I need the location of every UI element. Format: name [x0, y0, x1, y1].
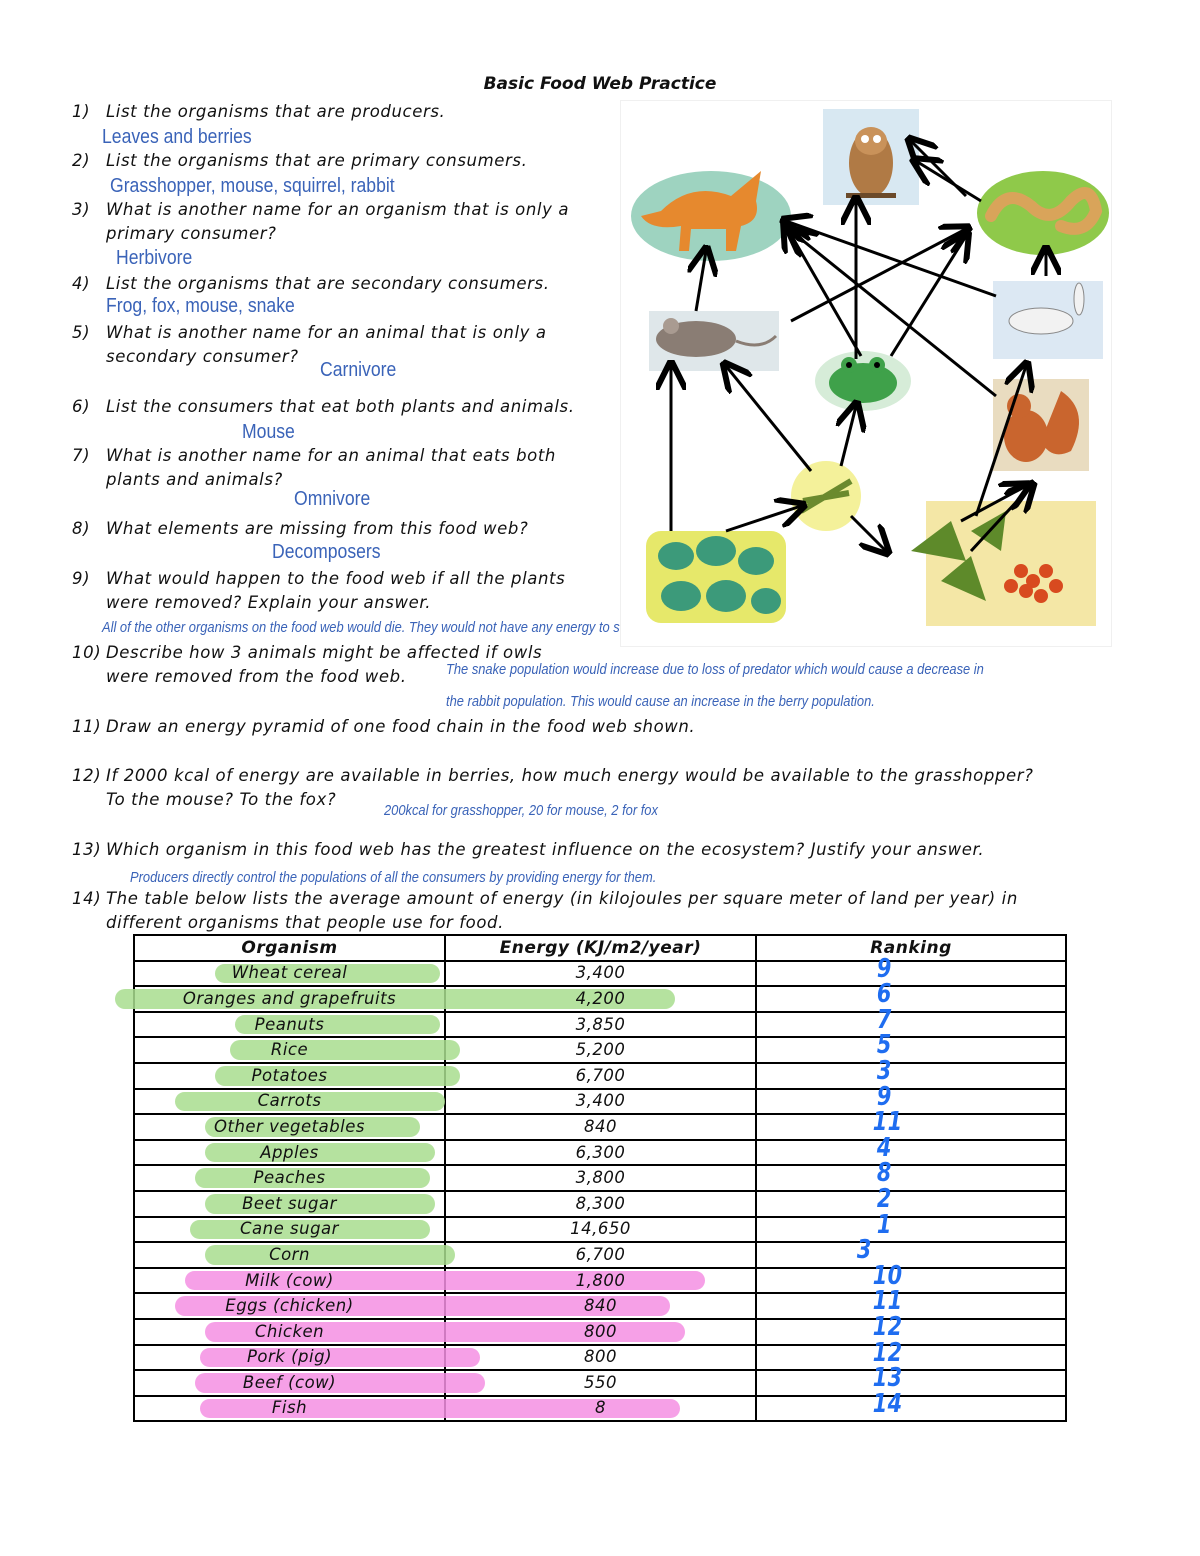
- ranking-value: 6: [876, 979, 892, 1010]
- ranking-value: 14: [872, 1388, 903, 1419]
- energy-cell: [445, 1012, 756, 1038]
- answer-3: Herbivore: [116, 247, 193, 269]
- organism-name: Rice: [270, 1040, 309, 1060]
- organism-name: Fish: [271, 1398, 308, 1418]
- organism-cell: [134, 1165, 445, 1191]
- ranking-cell: [756, 1004, 1066, 1038]
- table-header-row: [134, 935, 1066, 961]
- ranking-value: 1: [876, 1209, 892, 1240]
- organism-cell: [134, 1268, 445, 1294]
- energy-value: 6,300: [575, 1142, 626, 1162]
- energy-value: 3,800: [575, 1168, 626, 1188]
- ranking-cell: [756, 1132, 1066, 1166]
- organism-name: Beef (cow): [242, 1372, 337, 1392]
- organism-name: Beet sugar: [242, 1193, 337, 1213]
- header-organism: Organism: [134, 935, 445, 961]
- ranking-value: 12: [872, 1311, 903, 1342]
- question-7: 7) What is another name for an animal that eats both plants and animals?: [72, 446, 556, 489]
- ranking-value: 10: [872, 1260, 903, 1291]
- answer-9: All of the other organisms on the food web would die. They would not have any energy to survive.: [102, 619, 658, 636]
- ranking-cell: [756, 1030, 1066, 1063]
- ranking-cell: [756, 1363, 1066, 1396]
- organism-cell: [134, 1063, 445, 1089]
- energy-value: 6,700: [575, 1065, 626, 1085]
- energy-cell: [445, 1370, 756, 1396]
- energy-table: [133, 934, 1067, 1422]
- energy-cell: [445, 1217, 756, 1243]
- highlight-mark: [200, 1348, 480, 1368]
- organism-name: Carrots: [257, 1091, 322, 1111]
- ranking-value: 11: [872, 1107, 903, 1138]
- organism-cell: [134, 1037, 445, 1063]
- ranking-cell: [756, 1081, 1066, 1115]
- question-5: 5) What is another name for an animal that is only a secondary consumer?: [72, 323, 547, 366]
- table-row: [134, 1242, 1066, 1268]
- answer-6: Mouse: [242, 421, 295, 443]
- question-12: 12) If 2000 kcal of energy are available in berries, how much energy would be available to the grasshopper? To the mouse? To the fox?: [72, 766, 1034, 809]
- ranking-value: 13: [872, 1363, 903, 1394]
- table-row: [134, 1165, 1066, 1191]
- energy-value: 3,400: [575, 963, 626, 983]
- ranking-cell: [756, 1055, 1066, 1089]
- organism-name: Chicken: [254, 1321, 325, 1341]
- frog-icon: [815, 351, 911, 411]
- energy-value: 5,200: [575, 1040, 626, 1060]
- ranking-value: 8: [876, 1158, 892, 1189]
- header-ranking: Ranking: [756, 935, 1066, 961]
- header-energy: Energy (KJ/m2/year): [445, 935, 756, 961]
- energy-cell: [445, 961, 756, 987]
- grasshopper-icon: [791, 461, 861, 531]
- organism-name: Cane sugar: [240, 1219, 339, 1239]
- answer-10-line-1: The snake population would increase due to loss of predator which would cause a decrease in: [446, 661, 984, 678]
- ranking-cell: [756, 953, 1066, 987]
- table-row: [134, 1114, 1066, 1140]
- ranking-value: 2: [876, 1183, 892, 1214]
- table-row: [134, 1396, 1066, 1422]
- highlight-mark: [230, 1040, 460, 1060]
- ranking-value: 9: [876, 1081, 892, 1112]
- question-6: 6) List the consumers that eat both plants and animals.: [72, 397, 575, 416]
- ranking-value: 3: [876, 1055, 892, 1086]
- table-row: [134, 1089, 1066, 1115]
- energy-value: 1,800: [575, 1270, 626, 1290]
- energy-cell: [445, 1345, 756, 1371]
- answer-5: Carnivore: [320, 359, 397, 381]
- organism-name: Pork (pig): [246, 1347, 333, 1367]
- answer-2: Grasshopper, mouse, squirrel, rabbit: [110, 175, 395, 197]
- question-8: 8) What elements are missing from this food web?: [72, 519, 529, 538]
- ranking-value: 9: [876, 953, 892, 984]
- ranking-value: 11: [872, 1286, 903, 1317]
- table-row: [134, 986, 1066, 1012]
- energy-value: 840: [584, 1116, 617, 1136]
- fox-icon: [631, 171, 791, 261]
- organism-cell: [134, 1396, 445, 1422]
- energy-cell: [445, 1165, 756, 1191]
- table-row: [134, 1217, 1066, 1243]
- answer-7: Omnivore: [294, 488, 371, 510]
- organism-name: Eggs (chicken): [225, 1296, 354, 1316]
- question-1: 1) List the organisms that are producers.: [72, 102, 446, 121]
- energy-value: 3,850: [575, 1014, 626, 1034]
- owl-icon: [823, 109, 919, 205]
- energy-value: 550: [584, 1372, 617, 1392]
- energy-cell: [445, 1037, 756, 1063]
- answer-1: Leaves and berries: [102, 126, 252, 148]
- energy-cell: [445, 1089, 756, 1115]
- ranking-cell: [756, 1286, 1066, 1319]
- energy-cell: [445, 1242, 756, 1268]
- organism-cell: [134, 961, 445, 987]
- table-row: [134, 1370, 1066, 1396]
- answer-12: 200kcal for grasshopper, 20 for mouse, 2 for fox: [384, 802, 658, 819]
- table-row: [134, 1140, 1066, 1166]
- highlight-mark: [205, 1245, 455, 1265]
- highlight-mark: [195, 1373, 485, 1393]
- rabbit-icon: [993, 281, 1103, 359]
- question-11: 11) Draw an energy pyramid of one food chain in the food web shown.: [72, 717, 696, 736]
- ranking-value: 12: [872, 1337, 903, 1368]
- answer-8: Decomposers: [272, 541, 381, 563]
- organism-cell: [134, 1242, 445, 1268]
- answer-10-line-2: the rabbit population. This would cause an increase in the berry population.: [446, 693, 875, 710]
- organism-name: Apples: [260, 1142, 319, 1162]
- ranking-cell: [756, 1235, 1066, 1268]
- energy-value: 800: [584, 1347, 617, 1367]
- ranking-cell: [756, 1158, 1066, 1191]
- organism-name: Potatoes: [251, 1065, 328, 1085]
- organism-name: Other vegetables: [213, 1116, 366, 1136]
- table-row: [134, 1191, 1066, 1217]
- table-row: [134, 1293, 1066, 1319]
- energy-cell: [445, 1063, 756, 1089]
- question-4: 4) List the organisms that are secondary consumers.: [72, 274, 550, 293]
- energy-value: 14,650: [570, 1219, 631, 1239]
- table-row: [134, 1037, 1066, 1063]
- organism-cell: [134, 1293, 445, 1319]
- ranking-cell: [756, 1388, 1066, 1422]
- energy-cell: [445, 1191, 756, 1217]
- ranking-cell: [756, 1183, 1066, 1217]
- energy-value: 8: [595, 1398, 606, 1418]
- table-row: [134, 1063, 1066, 1089]
- organism-cell: [134, 1319, 445, 1345]
- question-14: 14) The table below lists the average amount of energy (in kilojoules per square meter of land per year) in different organisms that people use for food.: [72, 889, 1018, 932]
- question-10: 10) Describe how 3 animals might be affected if owls were removed from the food web.: [72, 643, 543, 686]
- ranking-cell: [756, 1337, 1066, 1371]
- ranking-value: 5: [876, 1030, 892, 1061]
- answer-13: Producers directly control the populations of all the consumers by providing energy for them.: [130, 869, 657, 886]
- berries-icon: [911, 501, 1096, 626]
- ranking-cell: [756, 979, 1066, 1012]
- ranking-cell: [756, 1209, 1066, 1243]
- ranking-cell: [756, 1311, 1066, 1345]
- question-13: 13) Which organism in this food web has the greatest influence on the ecosystem? Justify your answer.: [72, 840, 985, 859]
- organism-name: Peanuts: [254, 1014, 325, 1034]
- organism-cell: [134, 1114, 445, 1140]
- answer-4: Frog, fox, mouse, snake: [106, 295, 295, 317]
- organism-cell: [134, 1140, 445, 1166]
- mouse-icon: [649, 311, 779, 371]
- snake-icon: [977, 171, 1109, 255]
- question-2: 2) List the organisms that are primary consumers.: [72, 151, 528, 170]
- ranking-cell: [756, 1107, 1066, 1140]
- energy-value: 3,400: [575, 1091, 626, 1111]
- table-row: [134, 1345, 1066, 1371]
- energy-value: 800: [584, 1321, 617, 1341]
- ranking-value: 3: [856, 1235, 872, 1266]
- leaves-icon: [646, 531, 786, 623]
- table-row: [134, 1268, 1066, 1294]
- organism-cell: [134, 1370, 445, 1396]
- energy-value: 4,200: [575, 988, 626, 1008]
- food-web-diagram: [620, 100, 1112, 647]
- organism-cell: [134, 1217, 445, 1243]
- ranking-value: 4: [876, 1132, 892, 1163]
- energy-value: 6,700: [575, 1244, 626, 1264]
- organism-cell: [134, 1345, 445, 1371]
- table-row: [134, 961, 1066, 987]
- energy-cell: [445, 1114, 756, 1140]
- organism-name: Wheat cereal: [231, 963, 348, 983]
- organism-name: Peaches: [253, 1168, 326, 1188]
- energy-value: 840: [584, 1296, 617, 1316]
- table-row: [134, 1012, 1066, 1038]
- organism-cell: [134, 1191, 445, 1217]
- organism-name: Oranges and grapefruits: [182, 988, 397, 1008]
- ranking-cell: [756, 1260, 1066, 1294]
- organism-cell: [134, 1012, 445, 1038]
- question-3: 3) What is another name for an organism that is only a primary consumer?: [72, 200, 570, 243]
- organism-name: Corn: [269, 1244, 310, 1264]
- ranking-value: 7: [876, 1004, 892, 1035]
- organism-name: Milk (cow): [245, 1270, 334, 1290]
- organism-cell: [134, 986, 445, 1012]
- table-row: [134, 1319, 1066, 1345]
- page-title: Basic Food Web Practice: [483, 74, 717, 94]
- energy-cell: [445, 1140, 756, 1166]
- question-9: 9) What would happen to the food web if all the plants were removed? Explain your answer.: [72, 569, 566, 612]
- highlight-mark: [205, 1143, 435, 1163]
- organism-cell: [134, 1089, 445, 1115]
- energy-value: 8,300: [575, 1193, 626, 1213]
